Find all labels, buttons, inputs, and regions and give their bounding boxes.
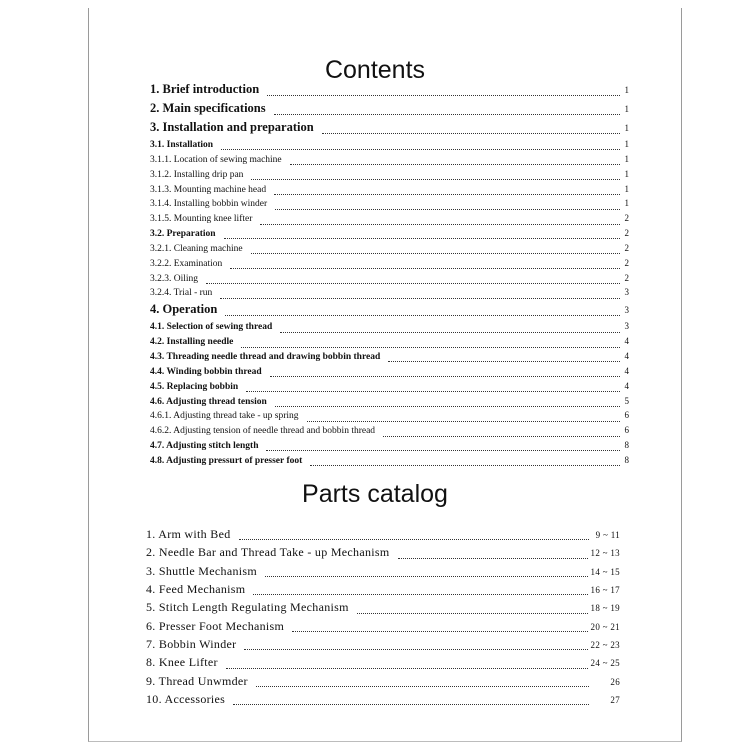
toc-entry-label: 4.4. Winding bobbin thread xyxy=(150,366,262,377)
toc-entry-label: 3.1.2. Installing drip pan xyxy=(150,169,244,180)
toc-entry-label: 3.1.4. Installing bobbin winder xyxy=(150,199,268,210)
dot-leader xyxy=(221,148,620,150)
toc-entry[interactable] xyxy=(150,273,629,288)
toc-entry[interactable] xyxy=(150,82,629,101)
dot-leader xyxy=(206,282,620,284)
toc-entry-label: 3.1. Installation xyxy=(150,140,214,150)
dot-leader xyxy=(253,593,587,595)
toc-entry-label: 4.7. Adjusting stitch length xyxy=(150,441,259,452)
toc-entry-label: 2. Main specifications xyxy=(150,101,266,115)
toc-entry-page: 1 xyxy=(624,104,629,114)
toc-entry-page: 6 xyxy=(624,425,629,436)
toc-entry-page: 4 xyxy=(624,380,629,391)
toc-entry[interactable] xyxy=(146,564,620,582)
toc-entry-page: 6 xyxy=(624,410,629,421)
dot-leader xyxy=(251,178,620,180)
parts-catalog-heading: Parts catalog xyxy=(302,480,448,508)
toc-entry-label: 7. Bobbin Winder xyxy=(146,637,237,652)
toc-entry-page: 1 xyxy=(624,153,629,164)
toc-entry-page: 5 xyxy=(624,395,629,406)
dot-leader xyxy=(275,208,620,210)
toc-entry-page: 3 xyxy=(624,321,629,332)
toc-entry[interactable] xyxy=(150,351,629,366)
dot-leader xyxy=(275,405,620,407)
toc-entry-label: 3. Shuttle Mechanism xyxy=(146,563,257,578)
toc-entry[interactable] xyxy=(150,139,629,154)
dot-leader xyxy=(388,360,620,362)
toc-entry-page: 14 ~ 15 xyxy=(590,566,620,577)
toc-entry[interactable] xyxy=(146,619,620,637)
toc-entry[interactable] xyxy=(150,154,629,169)
toc-entry-page: 27 xyxy=(610,695,620,706)
toc-entry[interactable] xyxy=(150,440,629,455)
toc-entry-page: 3 xyxy=(624,287,629,298)
toc-entry[interactable] xyxy=(150,213,629,228)
dot-leader xyxy=(224,237,620,239)
dot-leader xyxy=(246,390,620,392)
toc-entry-page: 4 xyxy=(624,336,629,347)
toc-entry[interactable] xyxy=(150,243,629,258)
toc-entry[interactable] xyxy=(146,637,620,655)
toc-entry[interactable] xyxy=(150,302,629,321)
toc-entry-page: 2 xyxy=(624,228,629,239)
toc-entry[interactable] xyxy=(150,287,629,302)
dot-leader xyxy=(225,314,620,316)
dot-leader xyxy=(239,538,590,540)
dot-leader xyxy=(251,252,620,254)
toc-entry-label: 5. Stitch Length Regulating Mechanism xyxy=(146,600,349,615)
toc-entry[interactable] xyxy=(150,169,629,184)
toc-entry-label: 10. Accessories xyxy=(146,692,226,707)
toc-entry-label: 1. Arm with Bed xyxy=(146,527,231,541)
toc-entry-label: 4.5. Replacing bobbin xyxy=(150,381,239,392)
toc-entry-page: 4 xyxy=(624,350,629,361)
toc-entry-page: 2 xyxy=(624,257,629,268)
toc-entry[interactable] xyxy=(146,545,620,563)
toc-entry[interactable] xyxy=(150,101,629,120)
toc-entry[interactable] xyxy=(146,692,620,710)
toc-entry-page: 1 xyxy=(624,183,629,194)
toc-entry-page: 1 xyxy=(624,139,629,149)
toc-entry-page: 2 xyxy=(624,242,629,253)
toc-entry[interactable] xyxy=(150,120,629,139)
contents-list xyxy=(150,82,629,470)
toc-entry-label: 4. Feed Mechanism xyxy=(146,582,246,597)
toc-entry[interactable] xyxy=(146,600,620,618)
toc-entry-page: 8 xyxy=(624,454,629,465)
toc-entry-label: 4.6. Adjusting thread tension xyxy=(150,396,267,407)
toc-entry-page: 1 xyxy=(624,168,629,179)
dot-leader xyxy=(398,557,588,559)
dot-leader xyxy=(230,267,620,269)
dot-leader xyxy=(267,94,620,96)
toc-entry-page: 18 ~ 19 xyxy=(590,603,620,614)
toc-entry-label: 4.1. Selection of sewing thread xyxy=(150,322,273,333)
toc-entry-label: 3. Installation and preparation xyxy=(150,120,314,134)
dot-leader xyxy=(270,375,620,377)
dot-leader xyxy=(260,223,620,225)
toc-entry[interactable] xyxy=(150,366,629,381)
toc-entry-label: 3.2.2. Examination xyxy=(150,258,223,269)
toc-entry-label: 4.2. Installing needle xyxy=(150,337,234,348)
dot-leader xyxy=(357,612,588,614)
toc-entry-page: 8 xyxy=(624,440,629,451)
toc-entry-page: 3 xyxy=(624,305,629,316)
toc-entry-page: 4 xyxy=(624,365,629,376)
toc-entry-label: 3.2.3. Oiling xyxy=(150,273,199,284)
toc-entry-page: 16 ~ 17 xyxy=(590,585,620,596)
toc-entry[interactable] xyxy=(150,228,629,243)
toc-entry-label: 4. Operation xyxy=(150,302,218,317)
toc-entry[interactable] xyxy=(146,655,620,673)
dot-leader xyxy=(322,132,620,134)
toc-entry-label: 3.1.5. Mounting knee lifter xyxy=(150,214,253,225)
dot-leader xyxy=(274,113,620,115)
toc-entry-label: 6. Presser Foot Mechanism xyxy=(146,618,285,633)
dot-leader xyxy=(244,648,587,650)
toc-entry[interactable] xyxy=(150,396,629,411)
contents-heading: Contents xyxy=(324,56,426,84)
toc-entry[interactable] xyxy=(146,674,620,692)
dot-leader xyxy=(292,630,587,632)
toc-entry-page: 22 ~ 23 xyxy=(590,640,620,651)
toc-entry-label: 4.3. Threading needle thread and drawing bobbin thread xyxy=(150,351,381,362)
toc-entry[interactable] xyxy=(150,336,629,351)
toc-entry[interactable] xyxy=(150,184,629,199)
dot-leader xyxy=(280,331,620,333)
toc-entry-label: 3.1.3. Mounting machine head xyxy=(150,184,267,195)
toc-entry[interactable] xyxy=(146,582,620,600)
parts-catalog-list xyxy=(146,527,620,710)
toc-entry-label: 3.1.1. Location of sewing machine xyxy=(150,154,282,165)
toc-entry-page: 12 ~ 13 xyxy=(590,548,620,559)
toc-entry-label: 4.6.1. Adjusting thread take - up spring xyxy=(150,411,299,422)
toc-entry-label: 3.2. Preparation xyxy=(150,229,216,240)
dot-leader xyxy=(266,449,620,451)
toc-entry[interactable] xyxy=(150,198,629,213)
dot-leader xyxy=(274,193,620,195)
dot-leader xyxy=(265,575,588,577)
toc-entry-page: 1 xyxy=(624,123,629,133)
toc-entry-label: 2. Needle Bar and Thread Take - up Mechanism xyxy=(146,545,390,560)
dot-leader xyxy=(220,297,620,299)
toc-entry-page: 9 ~ 11 xyxy=(595,530,620,540)
toc-entry-label: 8. Knee Lifter xyxy=(146,655,218,670)
toc-entry[interactable] xyxy=(150,410,629,425)
toc-entry-page: 24 ~ 25 xyxy=(590,658,620,669)
toc-entry[interactable] xyxy=(146,527,620,545)
toc-entry-label: 4.6.2. Adjusting tension of needle thread and bobbin thread xyxy=(150,426,376,437)
toc-entry-page: 2 xyxy=(624,272,629,283)
toc-entry-page: 2 xyxy=(624,213,629,224)
toc-entry-label: 4.8. Adjusting pressurt of presser foot xyxy=(150,455,303,466)
toc-entry-label: 3.2.1. Cleaning machine xyxy=(150,243,243,254)
toc-entry[interactable] xyxy=(150,258,629,273)
toc-entry-label: 9. Thread Unwmder xyxy=(146,673,248,688)
dot-leader xyxy=(256,685,589,687)
toc-entry-page: 1 xyxy=(624,85,629,95)
dot-leader xyxy=(290,163,620,165)
toc-entry-label: 3.2.4. Trial - run xyxy=(150,288,213,299)
toc-entry[interactable] xyxy=(150,455,629,470)
toc-entry[interactable] xyxy=(150,321,629,336)
dot-leader xyxy=(383,435,620,437)
dot-leader xyxy=(233,703,589,705)
toc-entry-page: 20 ~ 21 xyxy=(590,621,620,632)
dot-leader xyxy=(310,464,620,466)
toc-entry[interactable] xyxy=(150,381,629,396)
dot-leader xyxy=(241,346,620,348)
dot-leader xyxy=(307,420,620,422)
dot-leader xyxy=(226,667,588,669)
toc-entry-page: 1 xyxy=(624,198,629,209)
toc-entry[interactable] xyxy=(150,425,629,440)
toc-entry-page: 26 xyxy=(610,676,620,687)
toc-entry-label: 1. Brief introduction xyxy=(150,82,260,96)
